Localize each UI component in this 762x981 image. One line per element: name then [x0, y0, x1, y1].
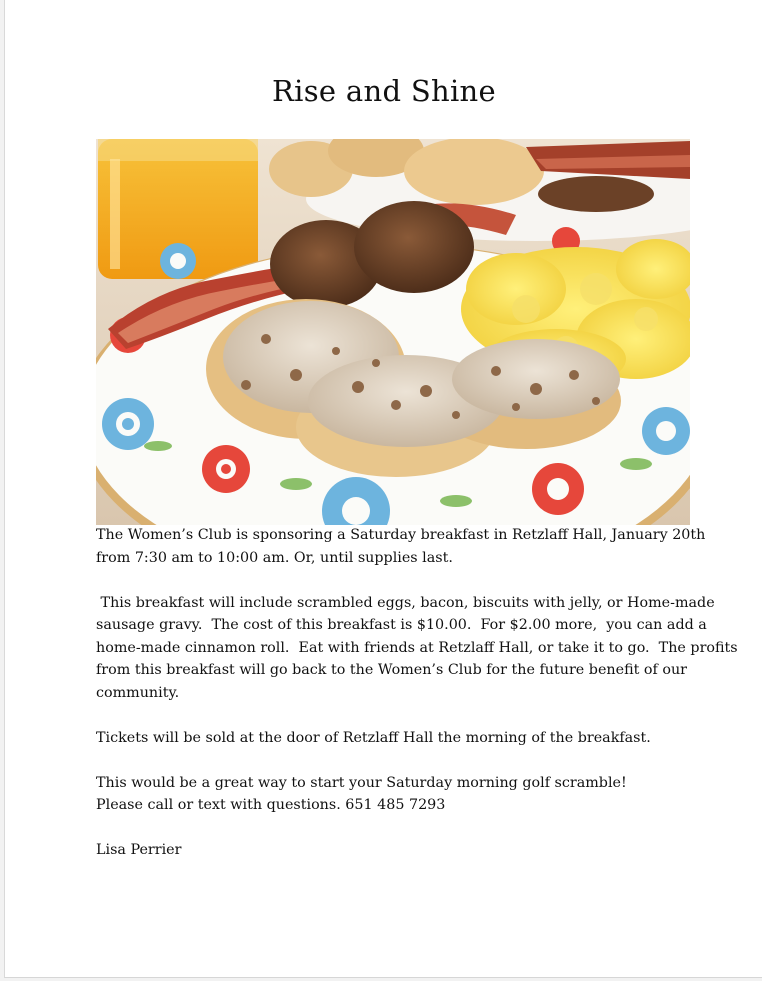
body-line: The Women’s Club is sponsoring a Saturday breakfast in Retzlaff Hall, January 20th: [96, 527, 706, 543]
body-line: community.: [96, 684, 180, 701]
body-line: from 7:30 am to 10:00 am. Or, until supplies last.: [96, 549, 453, 566]
body-line: from this breakfast will go back to the Women’s Club for the future benefit of our: [96, 662, 687, 678]
paragraph-contact: [96, 772, 696, 817]
page-title: Rise and Shine: [272, 74, 496, 108]
signature-name: [96, 839, 696, 862]
breakfast-photo: [96, 139, 690, 525]
body-line: Tickets will be sold at the door of Retzlaff Hall the morning of the breakfast.: [96, 729, 651, 746]
paragraph-menu-and-cost: [96, 592, 738, 705]
contact-phone-line: Please call or text with questions. 651 485 7293: [96, 797, 446, 813]
paragraph-event-details: [96, 524, 706, 569]
flyer-page: [4, 0, 762, 978]
body-line: This breakfast will include scrambled eggs, bacon, biscuits with jelly, or Home-made: [96, 594, 715, 611]
paragraph-tickets: [96, 727, 696, 750]
body-line: home-made cinnamon roll. Eat with friends at Retzlaff Hall, or take it to go. The profits: [96, 639, 738, 656]
body-line: This would be a great way to start your Saturday morning golf scramble!: [96, 774, 627, 791]
flyer-body: [96, 524, 738, 884]
signature-text: Lisa Perrier: [96, 842, 182, 858]
body-line: sausage gravy. The cost of this breakfast is $10.00. For $2.00 more, you can add a: [96, 617, 707, 633]
